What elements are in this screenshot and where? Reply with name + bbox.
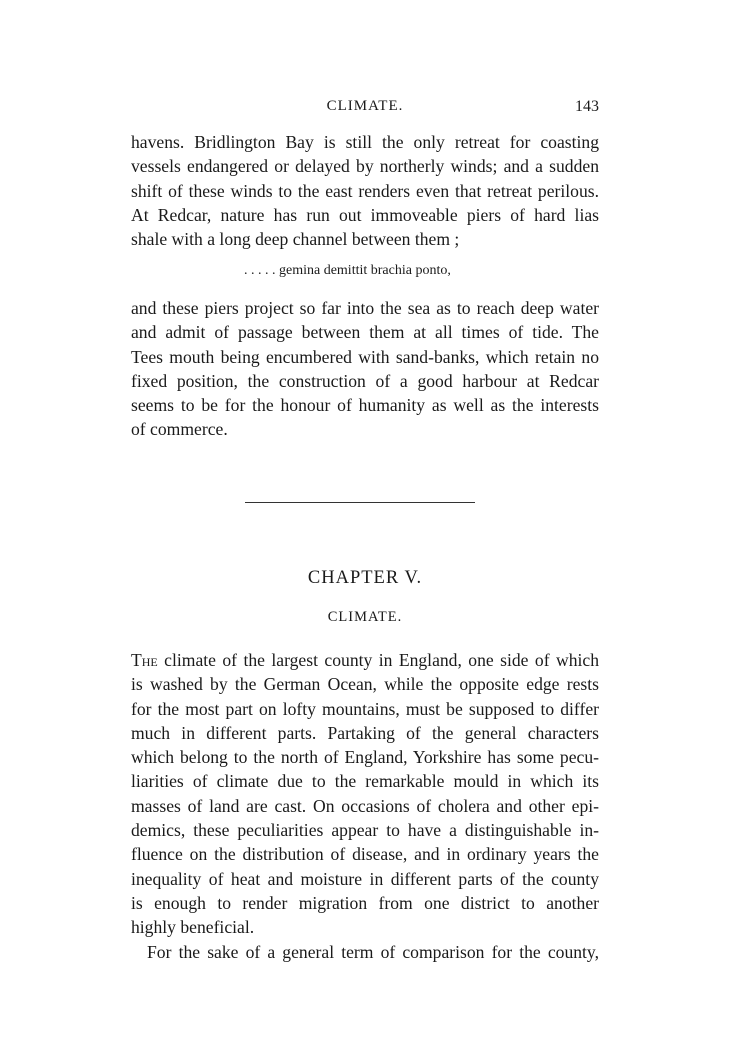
text-line: fluence on the distribution of disease, and in ordinary years the	[131, 844, 599, 865]
text-line: much in different parts. Partaking of the general characters	[131, 722, 599, 743]
text-line: which belong to the north of England, Yorkshire has some pecu-	[131, 747, 599, 768]
opening-word: The	[131, 650, 158, 670]
text-line: liarities of climate due to the remarkable mould in which its	[131, 771, 599, 792]
text-line: fixed position, the construction of a good harbour at Redcar	[131, 370, 599, 391]
text-line: For the sake of a general term of comparison for the county,	[147, 941, 599, 962]
text-line: vessels endangered or delayed by northerly winds; and a sudden	[131, 156, 599, 177]
text-line: of commerce.	[131, 419, 228, 440]
text-line: is washed by the German Ocean, while the opposite edge rests	[131, 674, 599, 695]
text-line: seems to be for the honour of humanity as well as the interests	[131, 395, 599, 416]
text-line: and admit of passage between them at all times of tide. The	[131, 322, 599, 343]
text-line: demics, these peculiarities appear to have a distinguishable in-	[131, 820, 599, 841]
text-line: shift of these winds to the east renders even that retreat perilous.	[131, 180, 599, 201]
text-line: Tees mouth being encumbered with sand-banks, which retain no	[131, 346, 599, 367]
paragraph-climate	[131, 648, 599, 964]
text-line: and these piers project so far into the sea as to reach deep water	[131, 298, 599, 318]
paragraph-piers	[131, 296, 599, 442]
text-line: is enough to render migration from one district to another	[131, 892, 599, 913]
text-line: inequality of heat and moisture in different parts of the county	[131, 868, 599, 889]
running-head	[131, 98, 599, 118]
text-line: havens. Bridlington Bay is still the only retreat for coasting	[131, 132, 599, 152]
latin-quotation: . . . . . gemina demittit brachia ponto,	[244, 263, 451, 278]
text-line: highly beneficial.	[131, 917, 255, 938]
chapter-heading: CHAPTER V.	[307, 568, 423, 588]
running-head-title: CLIMATE.	[326, 98, 404, 114]
paragraph-havens	[131, 130, 599, 251]
section-divider-rule	[245, 502, 475, 503]
text-line: masses of land are cast. On occasions of cholera and other epi-	[131, 795, 599, 816]
text-line: At Redcar, nature has run out immoveable piers of hard lias	[131, 204, 599, 225]
page-number: 143	[575, 98, 599, 115]
text-line	[131, 648, 599, 672]
text-line: shale with a long deep channel between them ;	[131, 229, 460, 250]
chapter-subtitle: CLIMATE.	[327, 609, 403, 625]
text-line: for the most part on lofty mountains, must be supposed to differ	[131, 698, 599, 719]
opening-line-rest: climate of the largest county in England, one side of which	[157, 650, 599, 670]
